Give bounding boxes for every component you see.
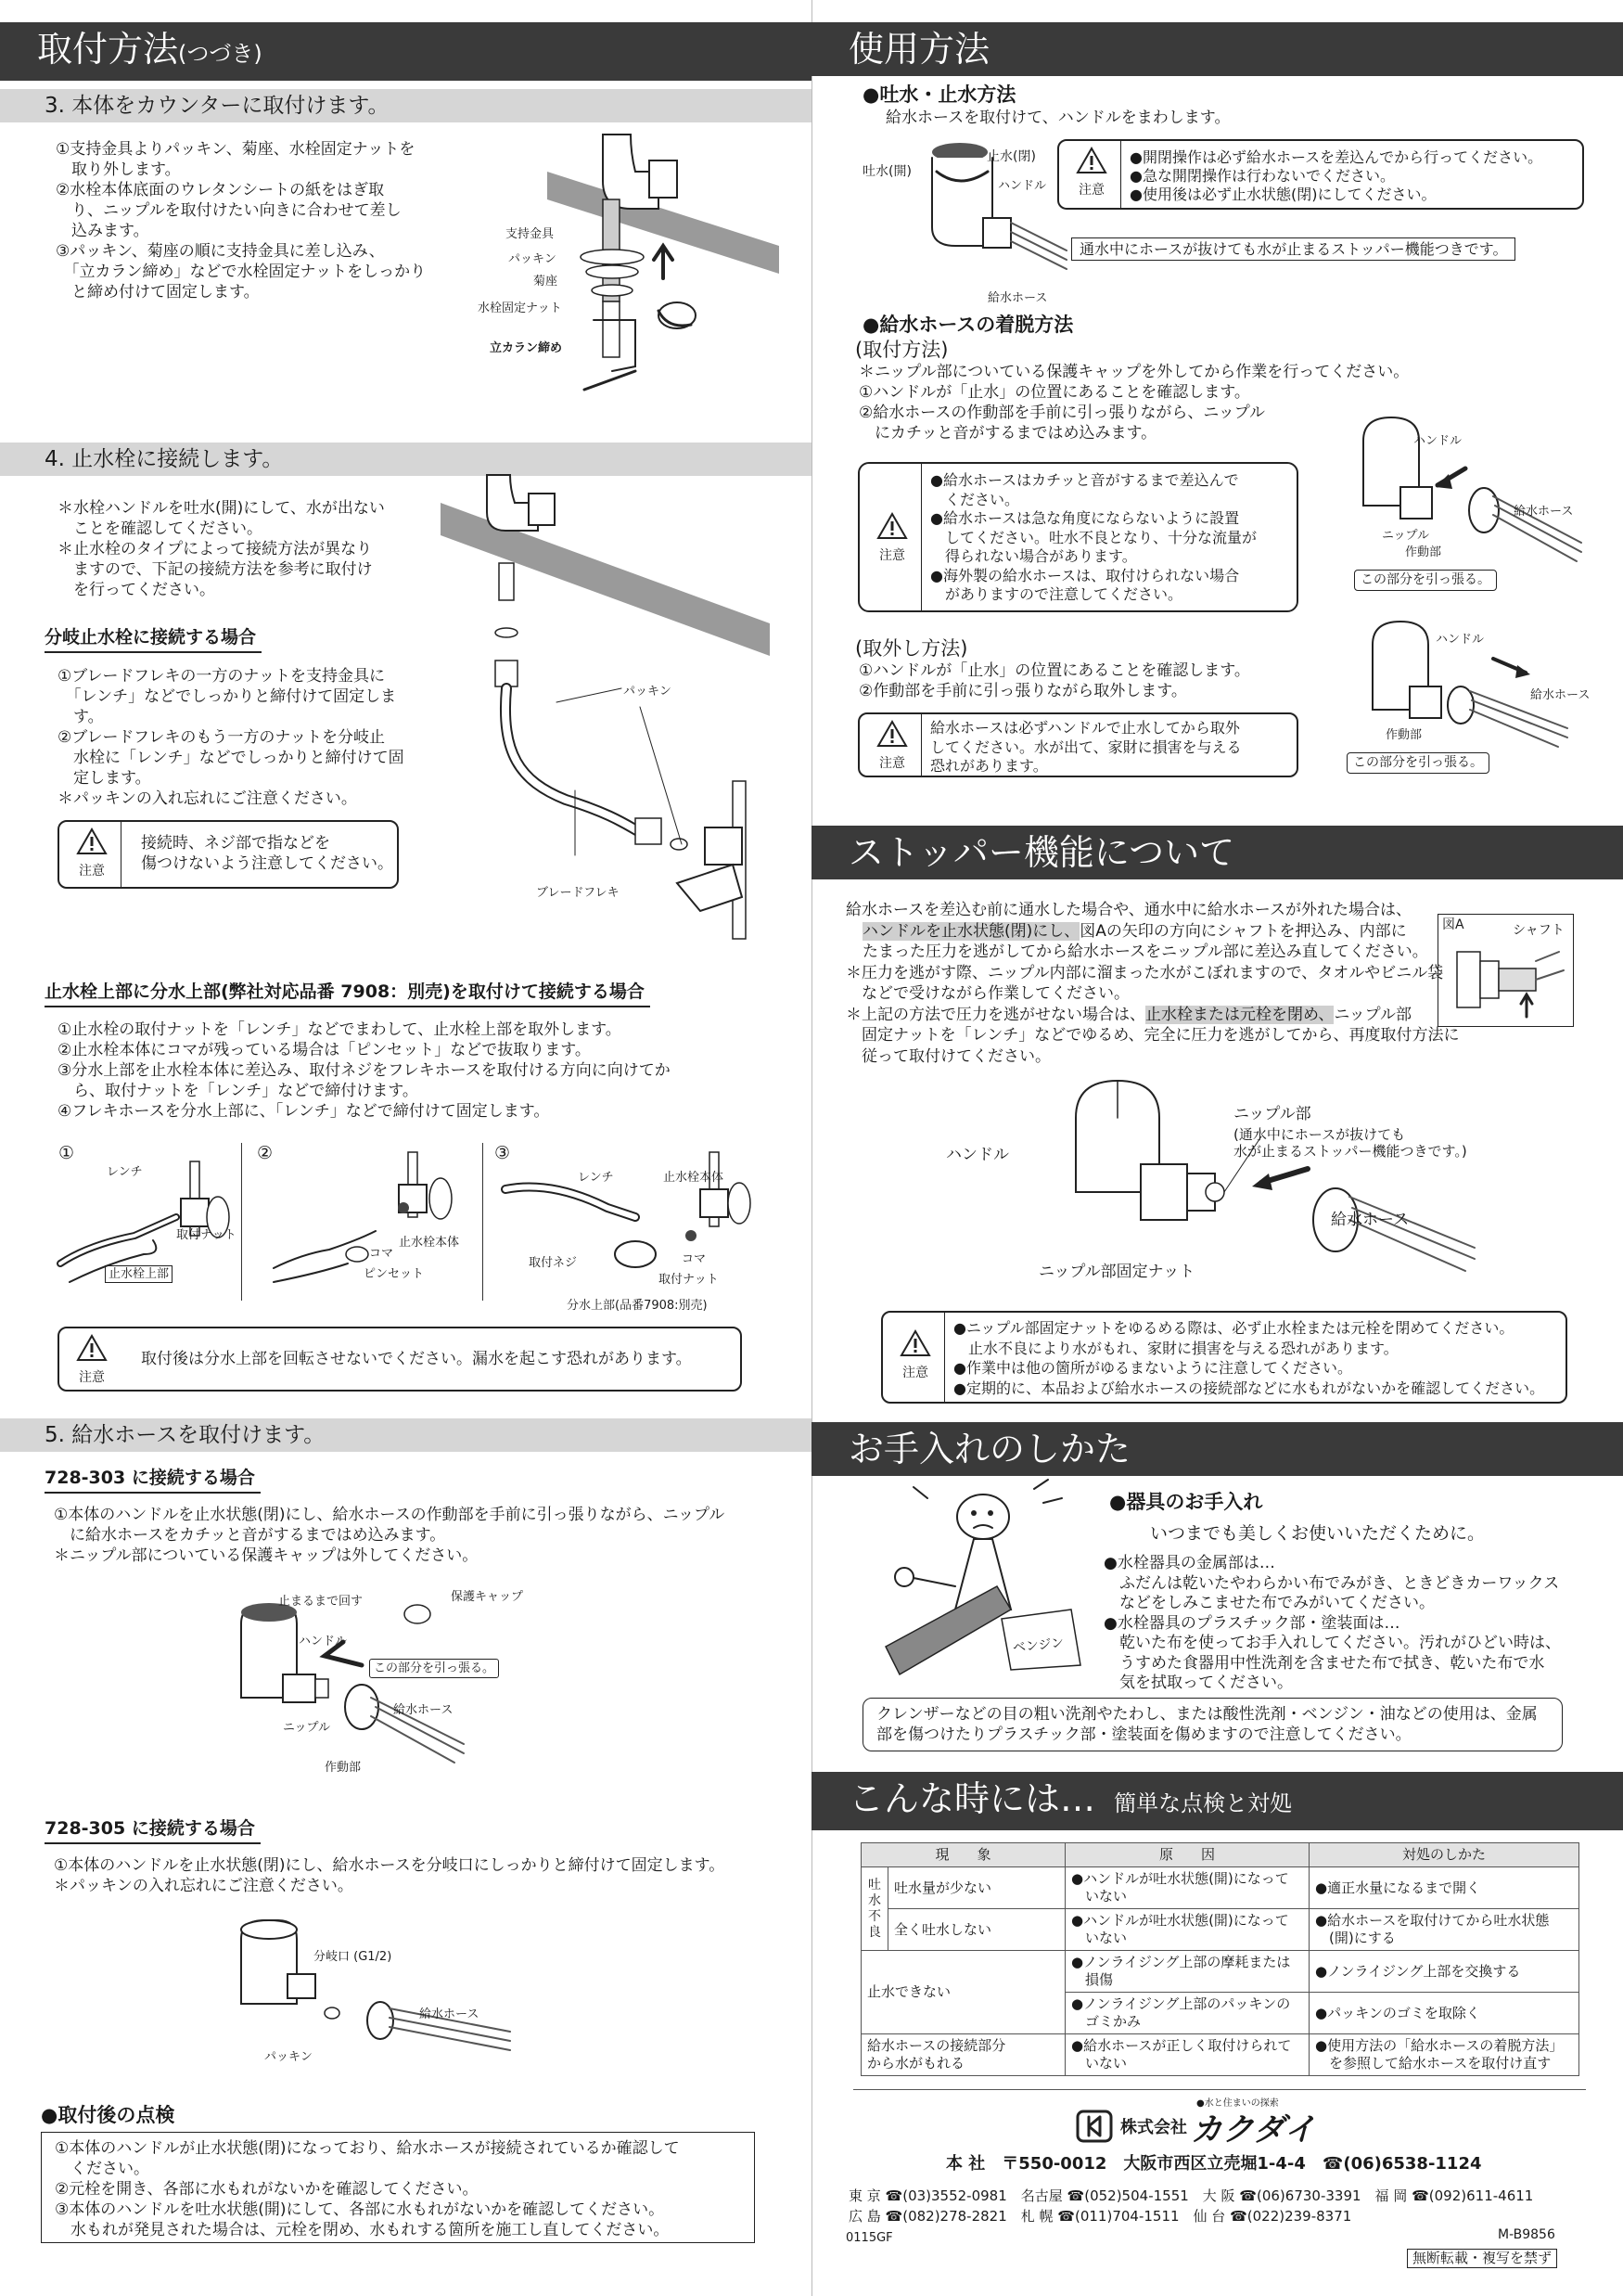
group-label: 吐 水 不 良	[862, 1867, 888, 1951]
caution-box-attach	[858, 462, 1298, 612]
stopper-label-nipple: ニップル部	[1233, 1105, 1311, 1123]
care-title-bar	[812, 1422, 1623, 1476]
footer-rule	[853, 2089, 1586, 2090]
caution-divider	[1120, 141, 1121, 208]
trouble-table	[861, 1842, 1579, 2076]
caution-attach-text: ●給水ホースはカチッと音がするまで差込んで ください。 ●給水ホースは急な角度にならないように設置 してください。吐水不良となり、十分な流量が 得られない場合があります。 ●海外製の給水ホースは、取付けられない場合 がありますので注意してください。	[930, 471, 1258, 603]
p3-label-screw: 取付ネジ	[529, 1256, 578, 1270]
attach-label-actuator: 作動部	[1405, 545, 1442, 559]
usage-title-bar	[812, 22, 1623, 76]
footer-hq: 本 社 〒550-0012 大阪市西区立売堀1-4-4 ☎(06)6538-1124	[946, 2154, 1482, 2174]
fix-cell: ●パッキンのゴミを取除く	[1309, 1993, 1578, 2034]
caution-divider	[921, 714, 922, 776]
branch-valve-steps: ①ブレードフレキの一方のナットを支持金具に 「レンチ」などでしっかりと締付けて固定しま す。 ②ブレードフレキのもう一方のナットを分岐止 水栓に「レンチ」などでしっかりと締付けて固 定します。 ＊パッキンの入れ忘れにご注意ください。	[58, 667, 404, 808]
s3-label-nut: 水栓固定ナット	[478, 301, 562, 315]
care-illustration	[872, 1480, 1104, 1684]
fix-cell: ●使用方法の「給水ホースの着脱方法」 を参照して給水ホースを取付け直す	[1309, 2034, 1578, 2076]
figA-label: 図A	[1442, 917, 1464, 932]
symptom-cell: 全く吐水しない	[888, 1909, 1066, 1951]
stopper-label-nipple-note: (通水中にホースが抜けても 水が止まるストッパー機能つきです。)	[1233, 1126, 1467, 1160]
h303-label-handle: ハンドル	[299, 1635, 348, 1648]
section4-heading: 4. 止水栓に接続します。	[0, 443, 812, 476]
stopper-line-2	[846, 942, 1460, 963]
attach-steps: ＊ニップル部についている保護キャップを外してから作業を行ってください。 ①ハンドルが「止水」の位置にあることを確認します。 ②給水ホースの作動部を手前に引っ張りながら、ニップル にカチッと音がするまではめ込みます。	[859, 363, 1410, 443]
onoff-label-open: 吐水(開)	[863, 164, 912, 179]
stopper-line-6-text: 固定ナットを「レンチ」などでゆるめ、完全に圧力を逃がしてから、再度取付方法に	[846, 1026, 1460, 1045]
onoff-label-hose: 給水ホース	[988, 291, 1048, 305]
left-title: 取付方法	[37, 29, 179, 70]
p2-label-body: 止水栓本体	[399, 1236, 460, 1250]
col-cause: 原 因	[1065, 1843, 1309, 1867]
col-fix: 対処のしかた	[1309, 1843, 1578, 1867]
caution-box-open-close	[1057, 139, 1584, 210]
warning-icon	[876, 512, 908, 540]
stopper-line-3-text: ＊圧力を逃がす際、ニップル内部に溜まった水がこぼれますので、タオルやビニル袋	[846, 963, 1444, 982]
detach-label-hose: 給水ホース	[1530, 688, 1591, 702]
care-title: お手入れのしかた	[849, 1429, 1131, 1469]
panel-2	[246, 1143, 483, 1301]
table-row	[862, 1951, 1579, 1993]
stopper-line-1-text: 図Aの矢印の方向にシャフトを押込み、内部に	[1080, 921, 1407, 941]
hose-303-heading: 728-303 に接続する場合	[45, 1466, 261, 1494]
on-off-heading: ●吐水・止水方法	[863, 83, 1016, 106]
p3-label-wrench: レンチ	[578, 1171, 614, 1185]
stopper-line-5-highlight: 止水栓または元栓を閉め、	[1145, 1005, 1335, 1024]
footer-branches-2: 広 島 ☎(082)278-2821 札 幌 ☎(011)704-1511 仙 台 ☎(022)239-8371	[849, 2208, 1352, 2225]
attach-label-handle: ハンドル	[1413, 434, 1463, 448]
stopper-line-4	[846, 983, 1460, 1005]
caution-mark	[888, 1329, 942, 1381]
panel-3-number: ③	[494, 1143, 511, 1163]
cause-cell: ●ハンドルが吐水状態(開)になって いない	[1065, 1909, 1309, 1951]
caution-mark	[865, 720, 919, 772]
caution-box-detach	[858, 712, 1298, 777]
table-row	[862, 1867, 1579, 1909]
fix-cell: ●給水ホースを取付けてから吐水状態 (開)にする	[1309, 1909, 1578, 1951]
stopper-body	[846, 900, 1460, 1067]
p3-label-koma: コマ	[682, 1252, 707, 1266]
care-warning-box: クレンザーなどの目の粗い洗剤やたわし、または酸性洗剤・ベンジン・油などの使用は、金属 部を傷つけたりプラスチック部・塗装面を傷めますので注意してください。	[863, 1698, 1563, 1751]
caution-word: 注意	[79, 1370, 105, 1385]
caution-word: 注意	[879, 756, 905, 771]
hose-305-heading: 728-305 に接続する場合	[45, 1816, 261, 1844]
stopper-line-5-text: ＊上記の方法で圧力を逃がせない場合は、	[846, 1005, 1145, 1024]
company-logo	[1076, 2108, 1316, 2148]
h303-label-actuator: 作動部	[325, 1761, 362, 1775]
table-row	[862, 2034, 1579, 2076]
stopper-line-7-text: 従って取付けてください。	[846, 1046, 1051, 1066]
trouble-title-suffix: 簡単な点検と対処	[1114, 1790, 1293, 1816]
caution-box-split	[58, 1327, 742, 1392]
s4-label-braid: ブレードフレキ	[536, 886, 620, 900]
symptom-cell: 吐水量が少ない	[888, 1867, 1066, 1909]
p3-label-nut: 取付ナット	[658, 1273, 719, 1287]
on-off-desc: 給水ホースを取付けて、ハンドルをまわします。	[886, 109, 1231, 127]
stopper-line-4-text: などで受けながら作業してください。	[846, 984, 1130, 1003]
s3-label-bracket: 支持金具	[505, 227, 555, 241]
hose-303-illustration	[223, 1586, 529, 1781]
caution-mark	[865, 512, 919, 564]
attach-title: (取付方法)	[855, 339, 949, 361]
p2-label-tweezers: ピンセット	[364, 1267, 425, 1281]
cause-cell: ●ノンライジング上部のパッキンの ゴミかみ	[1065, 1993, 1309, 2034]
s3-label-packing: パッキン	[508, 252, 556, 266]
section3-steps: ①支持金具よりパッキン、菊座、水栓固定ナットを 取り外します。 ②水栓本体底面のウレタンシートの紙をはぎ取 り、ニップルを取付けたい向きに合わせて差し 込みます。 ③パッキン、菊座の順に支持金具に差し込み、 「立カラン締め」などで水栓固定ナットをしっかり と締め付けて固定します。	[56, 140, 427, 301]
caution-finger-text: 接続時、ネジ部で指などを 傷つけないよう注意してください。	[141, 834, 393, 873]
caution-detach-text: 給水ホースは必ずハンドルで止水してから取外 してください。水が出て、家財に損害を与える 恐れがあります。	[930, 719, 1242, 775]
stopper-line-5	[846, 1005, 1460, 1026]
branch-valve-heading: 分岐止水栓に接続する場合	[45, 625, 262, 653]
caution-word: 注意	[79, 864, 105, 879]
braid-flex-illustration	[436, 475, 770, 939]
h303-label-pull: この部分を引っ張る。	[369, 1659, 499, 1678]
detach-label-handle: ハンドル	[1436, 633, 1485, 647]
p1-label-top: 止水栓上部	[105, 1265, 173, 1283]
p1-label-wrench: レンチ	[107, 1165, 143, 1179]
detach-steps: ①ハンドルが「止水」の位置にあることを確認します。 ②作動部を手前に引っ張りながら取外します。	[859, 661, 1250, 700]
warning-icon	[900, 1329, 931, 1357]
cause-cell: ●ノンライジング上部の摩耗または 損傷	[1065, 1951, 1309, 1993]
h303-label-nipple: ニップル	[283, 1721, 330, 1735]
trouble-header-row	[862, 1843, 1579, 1867]
section5-heading: 5. 給水ホースを取付けます。	[0, 1418, 812, 1452]
fix-cell: ●ノンライジング上部を交換する	[1309, 1951, 1578, 1993]
attach-label-hose: 給水ホース	[1514, 505, 1574, 519]
panel-3	[487, 1143, 765, 1319]
stopper-line-0-text: 給水ホースを差込む前に通水した場合や、通水中に給水ホースが外れた場合は、	[846, 901, 1412, 919]
stopper-label-nut: ニップル部固定ナット	[1039, 1263, 1195, 1281]
stopper-line-2-text: たまった圧力を逃がしてから給水ホースをニップル部に差込み直してください。	[863, 943, 1428, 961]
stopper-line-0	[846, 900, 1460, 921]
h303-label-cap: 保護キャップ	[451, 1590, 524, 1604]
caution-box-finger	[58, 820, 399, 889]
care-illus-detergent: 洗剤	[901, 1607, 935, 1635]
warning-icon	[76, 1334, 108, 1362]
panel-2-number: ②	[257, 1143, 274, 1163]
care-body: ●水栓器具の金属部は… ふだんは乾いたやわらかい布でみがき、ときどきカーワックス などをしみこませた布でみがいてください。 ●水栓器具のプラスチック部・塗装面は… 乾いた布を使ってお手入れしてください。汚れがひどい時は、 うすめた食器用中性洗剤を含ませた布で拭き、乾いた布で水 気を拭取ってください。	[1104, 1554, 1561, 1692]
hose-305-steps: ①本体のハンドルを止水状態(閉)にし、給水ホースを分岐口にしっかりと締付けて固定します。 ＊パッキンの入れ忘れにご注意ください。	[54, 1856, 725, 1895]
left-title-suffix: (つづき)	[178, 41, 262, 67]
stopper-line-3	[846, 963, 1460, 984]
care-lead: いつまでも美しくお使いいただくために。	[1150, 1523, 1486, 1544]
detach-label-actuator: 作動部	[1386, 728, 1423, 742]
split-top-steps: ①止水栓の取付ナットを「レンチ」などでまわして、止水栓上部を取外します。 ②止水栓本体にコマが残っている場合は「ピンセット」などで抜取ります。 ③分水上部を止水栓本体に差込み、取付ネジをフレキホースを取付ける方向に向けてか ら、取付ナットを「レンチ」などで締付けます。 ④フレキホースを分水上部に、「レンチ」などで締付けて固定します。	[58, 1020, 671, 1121]
caution-box-stopper	[881, 1311, 1567, 1404]
post-check-heading: ●取付後の点検	[41, 2104, 175, 2126]
warning-icon	[76, 827, 108, 855]
caution-divider	[944, 1313, 945, 1402]
warning-icon	[876, 720, 908, 748]
trouble-title: こんな時には…	[849, 1778, 1096, 1819]
col-symptom: 現 象	[862, 1843, 1066, 1867]
stopper-note: 通水中にホースが抜けても水が止まるストッパー機能つきです。	[1071, 237, 1515, 261]
trouble-title-bar	[812, 1772, 1623, 1830]
caution-mark	[65, 1334, 119, 1386]
section3-heading: 3. 本体をカウンターに取付けます。	[0, 89, 812, 122]
h303-label-rotate: 止まるまで回す	[278, 1595, 364, 1609]
stopper-line-7	[846, 1046, 1460, 1068]
onoff-label-close: 止水(閉)	[987, 149, 1036, 164]
stopper-title: ストッパー機能について	[849, 832, 1235, 873]
caution-word: 注意	[902, 1366, 928, 1380]
h305-label-packing: パッキン	[264, 2050, 313, 2064]
stopper-title-bar	[812, 826, 1623, 879]
caution-word: 注意	[879, 548, 905, 563]
caution-stopper-text: ●ニップル部固定ナットをゆるめる際は、必ず止水栓または元栓を閉めてください。 止水不良により水がもれ、家財に損害を与える恐れがあります。 ●作業中は他の箇所がゆるまないように注意してください。 ●定期的に、本品および給水ホースの接続部などに水もれがないかを確認してください。	[953, 1319, 1545, 1397]
attach-label-nipple: ニップル	[1382, 529, 1429, 543]
detach-label-pull: この部分を引っ張る。	[1347, 752, 1489, 774]
warning-icon	[1076, 147, 1107, 174]
care-heading: ●器具のお手入れ	[1109, 1491, 1263, 1513]
figA-illustration	[1448, 943, 1568, 1021]
caution-mark	[1065, 147, 1118, 199]
panel-1-number: ①	[58, 1143, 75, 1163]
panel-1	[42, 1143, 242, 1301]
p3-label-split: 分水上部(品番7908:別売)	[567, 1299, 708, 1313]
company-name: カクダイ	[1191, 2110, 1316, 2148]
company-prefix: 株式会社	[1120, 2118, 1187, 2137]
hose-303-steps: ①本体のハンドルを止水状態(閉)にし、給水ホースの作動部を手前に引っ張りながら、ニップル に給水ホースをカチッと音がするまではめ込みます。 ＊ニップル部についている保護キャップは外してください。	[54, 1506, 725, 1565]
footer-notice: 無断転載・複写を禁ず	[1407, 2249, 1557, 2268]
symptom-cell: 給水ホースの接続部分 から水がもれる	[862, 2034, 1066, 2076]
usage-title: 使用方法	[849, 29, 990, 70]
footer-code-left: 0115GF	[846, 2231, 893, 2245]
s4-label-packing: パッキン	[623, 685, 671, 699]
s3-label-tool: 立カラン締め	[490, 341, 563, 355]
counter-mount-illustration	[473, 135, 779, 413]
attach-label-pull: この部分を引っ張る。	[1354, 570, 1497, 591]
table-row	[862, 1909, 1579, 1951]
caution-open-close-text: ●開閉操作は必ず給水ホースを差込んでから行ってください。 ●急な開閉操作は行わないでください。 ●使用後は必ず止水状態(閉)にしてください。	[1130, 148, 1543, 203]
hose-305-illustration	[232, 1911, 519, 2069]
stopper-label-hose: 給水ホース	[1331, 1211, 1410, 1229]
attach-illustration	[1345, 413, 1586, 589]
post-check-body: ①本体のハンドルが止水状態(閉)になっており、給水ホースが接続されているか確認して ください。 ②元栓を開き、各部に水もれがないかを確認してください。 ③本体のハンドルを吐水状態(開)にして、各部に水もれがないかを確認してください。 水もれが発見された場合は、元栓を閉め、水もれする箇所を施工し直してください。	[41, 2132, 755, 2243]
fix-cell: ●適正水量になるまで開く	[1309, 1867, 1578, 1909]
footer-code-right: M-B9856	[1498, 2227, 1555, 2242]
p2-label-koma: コマ	[369, 1247, 394, 1261]
stopper-line-1	[846, 921, 1460, 943]
kakudai-logo-icon	[1076, 2110, 1113, 2143]
caution-divider	[921, 464, 922, 610]
h305-label-branch: 分岐口 (G1/2)	[313, 1950, 392, 1964]
caution-word: 注意	[1079, 183, 1105, 198]
company-tagline: ●水と住まいの探索	[1196, 2098, 1279, 2109]
onoff-label-handle: ハンドル	[998, 179, 1047, 193]
symptom-cell: 止水できない	[862, 1951, 1066, 2034]
p3-label-body: 止水栓本体	[663, 1171, 724, 1185]
stopper-line-1-highlight: ハンドルを止水状態(閉)にし、	[863, 921, 1080, 941]
figA-label-shaft: シャフト	[1513, 923, 1565, 938]
h305-label-hose: 給水ホース	[419, 2007, 479, 2021]
figure-a	[1438, 914, 1574, 1027]
p1-label-nut: 取付ナット	[176, 1228, 236, 1242]
stopper-line-6	[846, 1025, 1460, 1046]
cause-cell: ●給水ホースが正しく取付けられて いない	[1065, 2034, 1309, 2076]
cause-cell: ●ハンドルが吐水状態(開)になって いない	[1065, 1867, 1309, 1909]
panel-3-illustration	[496, 1152, 765, 1301]
h303-label-hose: 給水ホース	[393, 1703, 454, 1717]
stopper-line-5-text-b: ニップル部	[1334, 1005, 1412, 1024]
caution-mark	[65, 827, 119, 879]
care-illus-benzine: ベンジン	[1012, 1635, 1065, 1656]
section4-intro: ＊水栓ハンドルを吐水(開)にして、水が出ない ことを確認してください。 ＊止水栓のタイプによって接続方法が異なり ますので、下記の接続方法を参考に取付け を行ってください。	[58, 499, 385, 599]
stopper-label-handle: ハンドル	[946, 1146, 1009, 1164]
attach-detach-heading: ●給水ホースの着脱方法	[863, 314, 1074, 336]
s3-label-washer: 菊座	[533, 275, 558, 289]
detach-title: (取外し方法)	[855, 637, 968, 660]
split-top-heading: 止水栓上部に分水上部(弊社対応品番 7908：別売)を取付けて接続する場合	[45, 980, 650, 1007]
left-title-bar	[0, 22, 812, 81]
caution-split-text: 取付後は分水上部を回転させないでください。漏水を起こす恐れがあります。	[141, 1350, 692, 1368]
footer-branches-1: 東 京 ☎(03)3552-0981 名古屋 ☎(052)504-1551 大 阪 ☎(06)6730-3391 福 岡 ☎(092)611-4611	[849, 2187, 1534, 2204]
